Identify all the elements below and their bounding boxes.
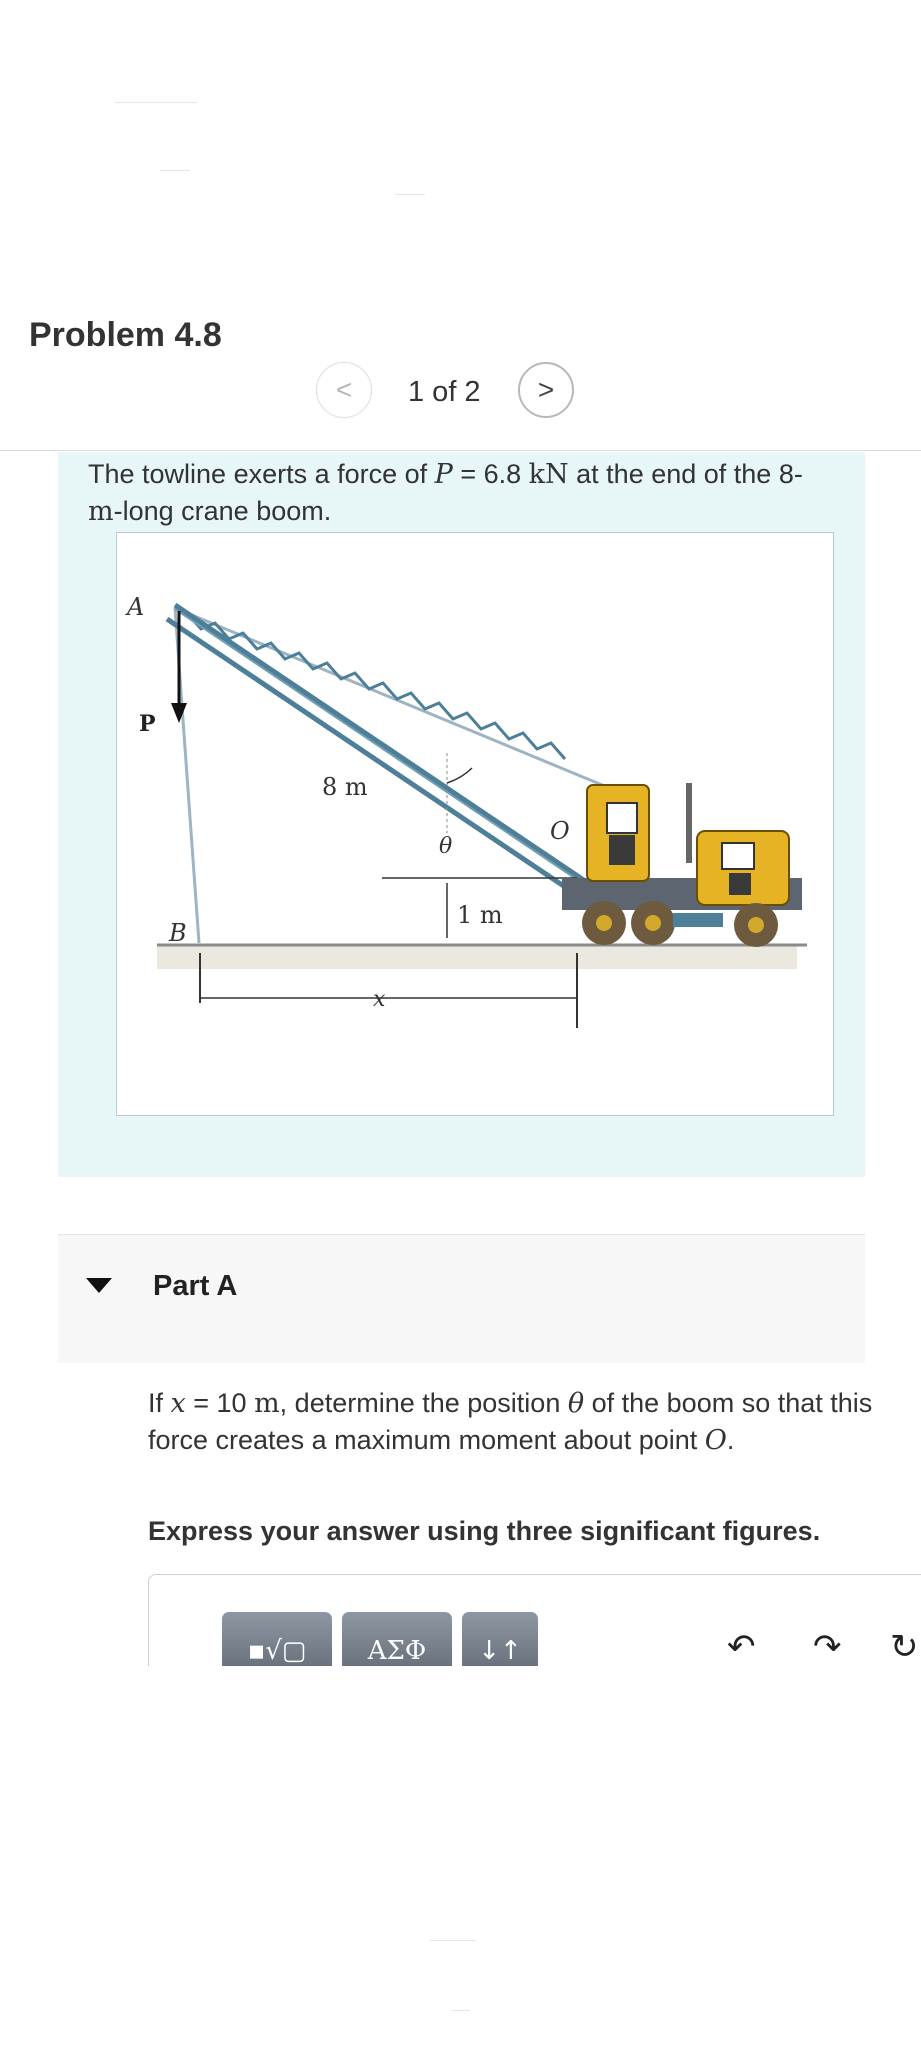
question-segment: of the boom so that this force creates a maximum moment about point xyxy=(148,1388,873,1455)
unit-kn: kN xyxy=(528,459,569,490)
part-a-label: Part A xyxy=(153,1270,238,1302)
label-x: x xyxy=(373,987,386,1012)
question-text xyxy=(148,1385,878,1459)
templates-button[interactable]: ▪√▢ xyxy=(222,1612,332,1666)
var-p: P xyxy=(434,459,453,490)
symbols-button[interactable]: ΑΣΦ xyxy=(342,1612,452,1666)
label-boom-length: 8 m xyxy=(322,773,368,801)
undo-icon[interactable]: ↶ xyxy=(727,1628,756,1666)
reset-icon[interactable]: ↻ xyxy=(890,1628,919,1666)
question-segment: = 10 xyxy=(185,1388,255,1418)
top-artifact-line xyxy=(160,170,190,171)
chevron-right-icon: > xyxy=(537,374,555,405)
label-p: P xyxy=(139,711,156,737)
crane-truck xyxy=(562,783,802,947)
crane-illustration xyxy=(117,533,833,1115)
bottom-artifact-line xyxy=(430,1940,476,1941)
header-divider xyxy=(0,450,921,451)
ground-shadow xyxy=(157,945,797,969)
question-segment: . xyxy=(726,1425,735,1455)
caret-down-icon[interactable] xyxy=(86,1278,112,1293)
statement-text: at the end of the 8- xyxy=(568,459,803,489)
label-height: 1 m xyxy=(457,901,503,929)
label-theta: θ xyxy=(439,834,453,859)
top-artifact-line xyxy=(115,102,197,103)
var-theta: θ xyxy=(567,1388,585,1419)
force-p-arrowhead xyxy=(171,703,187,723)
unit-m: m xyxy=(254,1388,280,1419)
crane-boom xyxy=(167,605,585,895)
figure-pager-text: 1 of 2 xyxy=(408,376,481,408)
statement-text: -long crane boom. xyxy=(113,496,332,526)
chevron-left-icon: < xyxy=(335,374,353,405)
statement-text: The towline exerts a force of xyxy=(88,459,435,489)
label-o: O xyxy=(550,817,570,845)
var-x: x xyxy=(170,1388,186,1419)
previous-figure-button[interactable] xyxy=(316,362,372,418)
cropped-area xyxy=(0,1666,921,2048)
crane-figure xyxy=(116,532,834,1116)
redo-icon[interactable]: ↷ xyxy=(813,1628,842,1666)
statement-equals: = 6.8 xyxy=(452,459,529,489)
top-artifact-line xyxy=(395,194,425,195)
label-a: A xyxy=(127,593,145,621)
problem-statement xyxy=(88,456,818,530)
answer-instruction: Express your answer using three significant figures. xyxy=(148,1516,821,1546)
problem-title: Problem 4.8 xyxy=(29,316,222,354)
label-b: B xyxy=(169,919,187,947)
question-segment: If xyxy=(148,1388,171,1418)
var-o: O xyxy=(704,1425,727,1456)
unit-m: m xyxy=(88,496,114,527)
next-figure-button[interactable] xyxy=(518,362,574,418)
theta-arc xyxy=(447,768,472,783)
bottom-artifact-line xyxy=(452,2010,470,2011)
vector-button[interactable]: ↓↑ xyxy=(462,1612,538,1666)
question-segment: , determine the position xyxy=(279,1388,568,1418)
